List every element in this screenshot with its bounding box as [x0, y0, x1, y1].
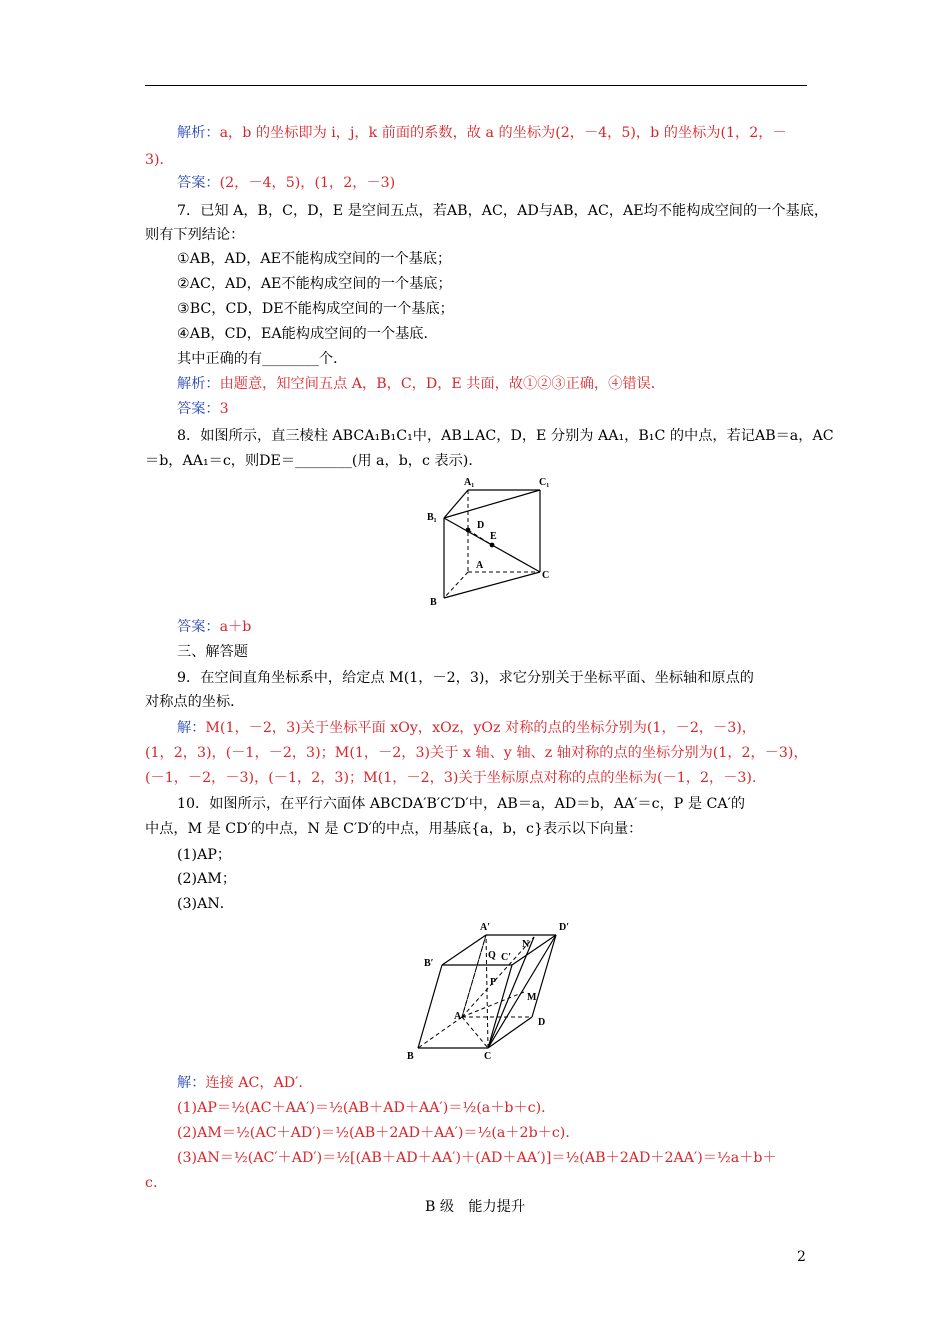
question-9-cont: 对称点的坐标．: [145, 694, 245, 710]
sub-question-1: (1)AP；: [177, 847, 232, 863]
sub-question-2: (2)AM；: [177, 871, 237, 887]
label-d: D: [477, 520, 485, 531]
line-answer-7: [177, 399, 229, 419]
label-p: P: [490, 977, 497, 988]
answer-text: 3: [219, 401, 229, 417]
line-solution-9: [177, 718, 756, 738]
solution-9-line-2: (1，2，3)，(－1，－2，3)；M(1，－2，3)关于 x 轴、y 轴、z 轴对称的点的坐标分别为(1，2，－3)，: [145, 745, 808, 761]
label-b1: B₁: [427, 512, 437, 523]
question-10: 10．如图所示，在平行六面体 ABCDA′B′C′D′中，AB＝a，AD＝b，AA′＝c，P 是 CA′的: [177, 796, 746, 812]
label-b: B: [430, 597, 437, 608]
sub-question-3: (3)AN．: [177, 896, 234, 912]
label-a-prime: A′: [480, 922, 491, 933]
label-q: Q: [488, 950, 496, 961]
analysis-label: 解析：: [177, 376, 220, 392]
parallelepiped-figure: [404, 917, 584, 1067]
label-c1: C₁: [539, 477, 550, 488]
question-9: 9．在空间直角坐标系中，给定点 M(1，－2，3)，求它分别关于坐标平面、坐标轴和原点的: [177, 670, 754, 686]
line-1: [177, 123, 787, 143]
option-4: ④AB，CD，EA能构成空间的一个基底．: [177, 326, 438, 342]
level-heading: B 级 能力提升: [424, 1199, 526, 1215]
solution-label: 解：: [177, 1075, 206, 1091]
line-solution-10: [177, 1073, 313, 1093]
solution-label: 解：: [177, 720, 206, 736]
solution-10-part-2: (2)AM＝½(AC＋AD′)＝½(AB＋2AD＋AA′)＝½(a＋2b＋c)．: [177, 1125, 580, 1141]
point-e: [490, 543, 495, 548]
header-rule: [145, 85, 807, 86]
analysis-text: a，b 的坐标即为 i，j，k 前面的系数，故 a 的坐标为(2，－4，5)，b 的坐标为(1，2，－: [219, 125, 787, 141]
page-number: 2: [797, 1249, 806, 1265]
point-d: [466, 528, 471, 533]
question-8-cont: ＝b，AA₁＝c，则DE＝________(用 a，b，c 表示)．: [145, 453, 483, 469]
label-a1: A₁: [464, 477, 475, 488]
line-3: [177, 173, 395, 193]
label-c: C: [542, 570, 550, 581]
solution-10-part-1: (1)AP＝½(AC＋AA′)＝½(AB＋AD＋AA′)＝½(a＋b＋c)．: [177, 1100, 556, 1116]
label-d-prime: D′: [559, 922, 570, 933]
question-7-cont: 则有下列结论：: [145, 227, 245, 243]
analysis-text: 由题意，知空间五点 A，B，C，D，E 共面，故①②③正确，④错误．: [219, 376, 665, 392]
question-7: 7．已知 A，B，C，D，E 是空间五点，若AB，AC，AD与AB，AC，AE均不能构成空间的一个基底，: [177, 203, 829, 219]
solution-text: 连接 AC，AD′．: [205, 1075, 313, 1091]
label-a: A: [476, 560, 484, 571]
label-b: B: [407, 1051, 414, 1062]
label-a: A: [454, 1011, 462, 1022]
analysis-label: 解析：: [177, 125, 220, 141]
label-m: M: [527, 992, 537, 1003]
option-1: ①AB，AD，AE不能构成空间的一个基底；: [177, 251, 452, 267]
line-analysis-7: [177, 374, 665, 394]
answer-text: (2，－4，5)，(1，2，－3): [219, 175, 396, 191]
question-8: 8．如图所示，直三棱柱 ABCA₁B₁C₁中，AB⊥AC，D，E 分别为 AA₁，B₁C 的中点，若记AB＝a，AC: [177, 428, 834, 444]
line-2: 3)．: [145, 152, 174, 168]
label-n: N: [522, 939, 530, 950]
question-10-cont: 中点，M 是 CD′的中点，N 是 C′D′的中点，用基底{a，b，c}表示以下向量：: [145, 821, 643, 837]
label-b-prime: B′: [424, 958, 434, 969]
line-answer-8: [177, 617, 251, 637]
label-c-prime: C′: [501, 952, 512, 963]
solution-10-part-3: (3)AN＝½(AC′＋AD′)＝½[(AB＋AD＋AA′)＋(AD＋AA′)]＝½(AB＋2AD＋2AA′)＝½a＋b＋: [177, 1150, 777, 1166]
label-e: E: [490, 531, 497, 542]
answer-label: 答案：: [177, 175, 220, 191]
option-3: ③BC，CD，DE不能构成空间的一个基底；: [177, 301, 454, 317]
solution-10-part-3-cont: c．: [145, 1175, 168, 1191]
label-d: D: [538, 1017, 546, 1028]
section-heading: 三、解答题: [177, 644, 248, 660]
question-7-ask: 其中正确的有________个．: [177, 351, 348, 367]
answer-label: 答案：: [177, 619, 220, 635]
solution-text: M(1，－2，3)关于坐标平面 xOy，xOz，yOz 对称的点的坐标分别为(1，－2，－3)，: [205, 720, 756, 736]
prism-figure: [424, 474, 564, 614]
label-c: C: [484, 1051, 492, 1062]
answer-label: 答案：: [177, 401, 220, 417]
option-2: ②AC，AD，AE不能构成空间的一个基底；: [177, 276, 452, 292]
answer-text: a＋b: [219, 619, 252, 635]
solution-9-line-3: (－1，－2，－3)，(－1，2，3)；M(1，－2，3)关于坐标原点对称的点的坐标为(－1，2，－3)．: [145, 770, 767, 786]
